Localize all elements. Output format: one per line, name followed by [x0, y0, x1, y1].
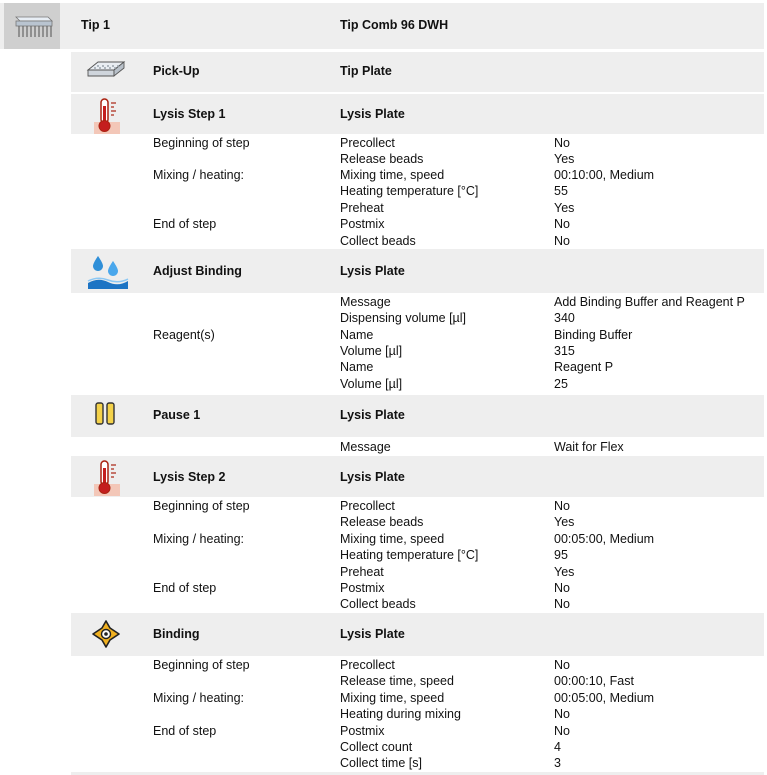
- group-label: Beginning of step: [153, 136, 250, 150]
- thermometer-icon: [92, 96, 124, 141]
- param-name: Precollect: [340, 658, 395, 672]
- step-name: Pick-Up: [153, 64, 200, 78]
- param-value: 25: [554, 377, 568, 391]
- param-value: No: [554, 707, 570, 721]
- param-value: 00:05:00, Medium: [554, 532, 655, 546]
- param-value: 3: [554, 756, 561, 770]
- step-plate: Lysis Plate: [340, 264, 405, 278]
- param-name: Release beads: [340, 515, 424, 529]
- param-value: 315: [554, 344, 575, 358]
- param-value: No: [554, 136, 570, 150]
- tip-plate-icon: [84, 56, 128, 89]
- param-name: Message: [340, 440, 391, 454]
- group-label: Mixing / heating:: [153, 532, 245, 546]
- param-name: Precollect: [340, 136, 395, 150]
- step-plate: Tip Plate: [340, 64, 392, 78]
- param-value: 00:05:00, Medium: [554, 691, 655, 705]
- group-label: Beginning of step: [153, 658, 250, 672]
- param-value: No: [554, 658, 570, 672]
- param-value: 55: [554, 184, 568, 198]
- step-name: Lysis Step 1: [153, 107, 226, 121]
- thermometer-icon: [92, 458, 124, 503]
- step-name: Pause 1: [153, 408, 201, 422]
- group-label: End of step: [153, 724, 217, 738]
- step-name: Adjust Binding: [153, 264, 242, 278]
- param-name: Collect time [s]: [340, 756, 422, 770]
- param-value: 340: [554, 311, 575, 325]
- param-value: Yes: [554, 515, 575, 529]
- step-plate: Lysis Plate: [340, 408, 405, 422]
- param-value: Yes: [554, 152, 575, 166]
- group-label: End of step: [153, 217, 217, 231]
- param-value: No: [554, 724, 570, 738]
- param-value: Yes: [554, 565, 575, 579]
- param-value: Add Binding Buffer and Reagent P: [554, 295, 745, 309]
- param-value: 95: [554, 548, 568, 562]
- param-name: Collect beads: [340, 234, 416, 248]
- param-value: 4: [554, 740, 561, 754]
- param-name: Message: [340, 295, 391, 309]
- param-name: Volume [µl]: [340, 344, 403, 358]
- param-name: Mixing time, speed: [340, 691, 445, 705]
- param-value: No: [554, 217, 570, 231]
- param-name: Heating temperature [°C]: [340, 184, 479, 198]
- group-label: End of step: [153, 581, 217, 595]
- step-name: Binding: [153, 627, 200, 641]
- step-plate: Lysis Plate: [340, 107, 405, 121]
- tip-comb-name: Tip Comb 96 DWH: [340, 18, 449, 32]
- param-value: No: [554, 234, 570, 248]
- param-value: No: [554, 597, 570, 611]
- step-plate: Lysis Plate: [340, 627, 405, 641]
- param-value: No: [554, 499, 570, 513]
- tip-comb-icon: [4, 3, 60, 49]
- binding-icon: [91, 619, 121, 654]
- param-name: Postmix: [340, 724, 385, 738]
- param-value: No: [554, 581, 570, 595]
- group-label: Mixing / heating:: [153, 168, 245, 182]
- step-plate: Lysis Plate: [340, 470, 405, 484]
- param-name: Heating temperature [°C]: [340, 548, 479, 562]
- param-value: Binding Buffer: [554, 328, 633, 342]
- param-value: Reagent P: [554, 360, 614, 374]
- param-name: Release time, speed: [340, 674, 454, 688]
- param-value: 00:00:10, Fast: [554, 674, 634, 688]
- water-drops-icon: [86, 252, 130, 295]
- param-name: Postmix: [340, 217, 385, 231]
- tip-title: Tip 1: [81, 18, 110, 32]
- param-name: Mixing time, speed: [340, 168, 445, 182]
- param-name: Collect beads: [340, 597, 416, 611]
- param-value: 00:10:00, Medium: [554, 168, 655, 182]
- group-label: Mixing / heating:: [153, 691, 245, 705]
- param-name: Heating during mixing: [340, 707, 461, 721]
- param-name: Collect count: [340, 740, 413, 754]
- param-name: Preheat: [340, 565, 384, 579]
- param-name: Name: [340, 328, 374, 342]
- group-label: Reagent(s): [153, 328, 215, 342]
- pause-icon: [93, 400, 117, 433]
- group-label: Beginning of step: [153, 499, 250, 513]
- param-value: Wait for Flex: [554, 440, 624, 454]
- param-name: Mixing time, speed: [340, 532, 445, 546]
- param-name: Preheat: [340, 201, 384, 215]
- param-name: Volume [µl]: [340, 377, 403, 391]
- param-name: Precollect: [340, 499, 395, 513]
- param-name: Release beads: [340, 152, 424, 166]
- param-name: Name: [340, 360, 374, 374]
- step-name: Lysis Step 2: [153, 470, 226, 484]
- param-name: Dispensing volume [µl]: [340, 311, 467, 325]
- param-value: Yes: [554, 201, 575, 215]
- param-name: Postmix: [340, 581, 385, 595]
